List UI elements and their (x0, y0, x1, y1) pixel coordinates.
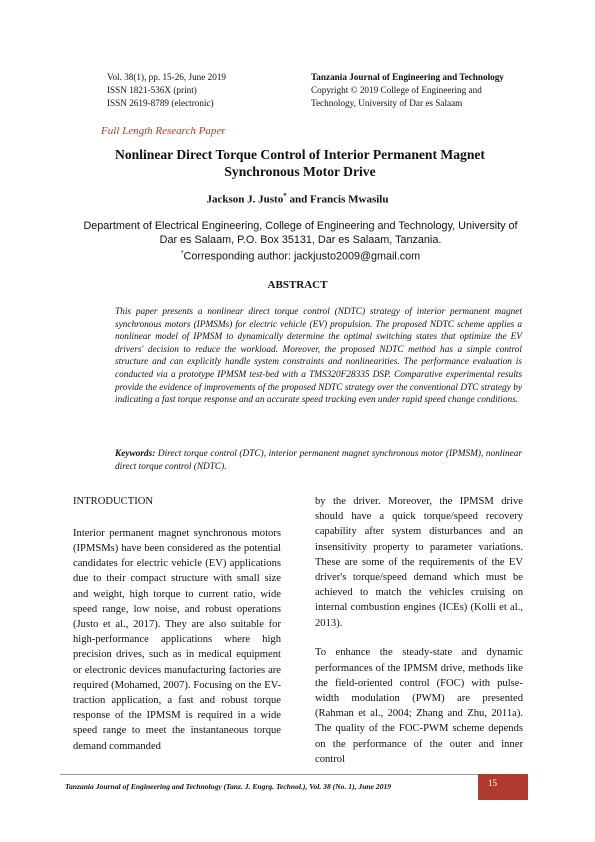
volume-line: Vol. 38(1), pp. 15-26, June 2019 (107, 72, 227, 82)
corr-label: Corresponding author (183, 250, 288, 263)
corr-marker: * (180, 250, 184, 257)
body-column-right (315, 494, 523, 781)
corr-email: : jackjusto2009@gmail.com (287, 250, 421, 263)
author-1: Jackson J. Justo (206, 193, 284, 206)
body-column-left (73, 494, 281, 768)
paper-type: Full Length Research Paper (101, 125, 226, 137)
issn-print: ISSN 1821-536X (print) (107, 85, 197, 95)
journal-header-left (107, 71, 226, 110)
keywords (115, 448, 522, 473)
paper-title (80, 146, 520, 180)
affiliation (68, 220, 533, 264)
abstract-heading: ABSTRACT (267, 279, 328, 291)
corresponding-author (68, 247, 533, 264)
journal-name: Tanzania Journal of Engineering and Technology (311, 72, 504, 82)
intro-paragraph-3: To enhance the steady-state and dynamic performances of the IPMSM drive, methods like the field-oriented control (FOC) with pulse-width modulation (PWM) are presented (Rahman et al., 2004; Zhang and Zhu, 2011a). The quality of the FOC-PWM scheme depends on the performance of the outer and inner control (315, 647, 523, 765)
issn-electronic: ISSN 2619-8789 (electronic) (107, 98, 214, 108)
author-2: and Francis Mwasilu (286, 193, 389, 206)
journal-header-right (311, 71, 504, 110)
title-line-2: Synchronous Motor Drive (224, 164, 376, 179)
section-heading: INTRODUCTION (73, 496, 154, 507)
title-line-1: Nonlinear Direct Torque Control of Interior Permanent Magnet (115, 147, 485, 162)
affiliation-line-1: Department of Electrical Engineering, College of Engineering and Technology, University of (83, 220, 518, 232)
affiliation-line-2: Dar es Salaam, P.O. Box 35131, Dar es Salaam, Tanzania. (159, 233, 442, 246)
authors (0, 192, 595, 206)
copyright-line: Copyright © 2019 College of Engineering and (311, 85, 482, 95)
footer-journal: Tanzania Journal of Engineering and Technology (Tanz. J. Engrg. Technol.), Vol. 38 (No. 1), June 2019 (65, 782, 392, 791)
page-number: 15 (478, 774, 528, 800)
corresponding-marker: * (283, 192, 287, 200)
intro-paragraph-1: Interior permanent magnet synchronous motors (IPMSMs) have been considered as the potential candidates for electric vehicle (EV) applications due to their compact structure with small size and weight, high torque to current ratio, wide speed range, low noise, and robust operations (Justo et al., 2017). They are also suitable for high-performance applications where high precision drives, such as in medical equipment or electronic devices manufacturing factories are required (Mohamed, 2007). Focusing on the EV-traction application, a fast and robust torque response of the IPMSM is required in a wide speed range to meet the instantaneous torque demand commanded (73, 527, 281, 752)
intro-paragraph-2: by the driver. Moreover, the IPMSM drive should have a quick torque/speed recovery capability after system disturbances and an insensitivity property to parameter variations. These are some of the requirements of the EV driver's torque/speed demand which must be achieved to match the vehicles cruising on internal combustion engines (ICEs) (Kolli et al., 2013). (315, 496, 523, 629)
abstract-text: This paper presents a nonlinear direct torque control (NDTC) strategy of interior permanent magnet synchronous motors (IPMSMs) for electric vehicle (EV) propulsion. The proposed NDTC scheme applies a nonlinear model of IPMSM to dynamically determine the optimal switching states that optimize the EV drivers' decision to reduce the workload. Moreover, the proposed NDTC method has a simple control structure and can explicitly handle system constraints and nonlinearities. The performance evaluation is conducted via a prototype IPMSM test-bed with a TMS320F28335 DSP. Comparative experimental results provide the evidence of improvements of the proposed NDTC strategy over the conventional DTC strategy by indicating a fast torque response and an accurate speed tracking even under rapid speed change conditions. (115, 307, 522, 406)
keywords-text: Direct torque control (DTC), interior permanent magnet synchronous motor (IPMSM), nonlinear direct torque control (NDTC). (115, 449, 522, 472)
copyright-line-2: Technology, University of Dar es Salaam (311, 98, 463, 108)
keywords-label: Keywords: (115, 449, 156, 459)
